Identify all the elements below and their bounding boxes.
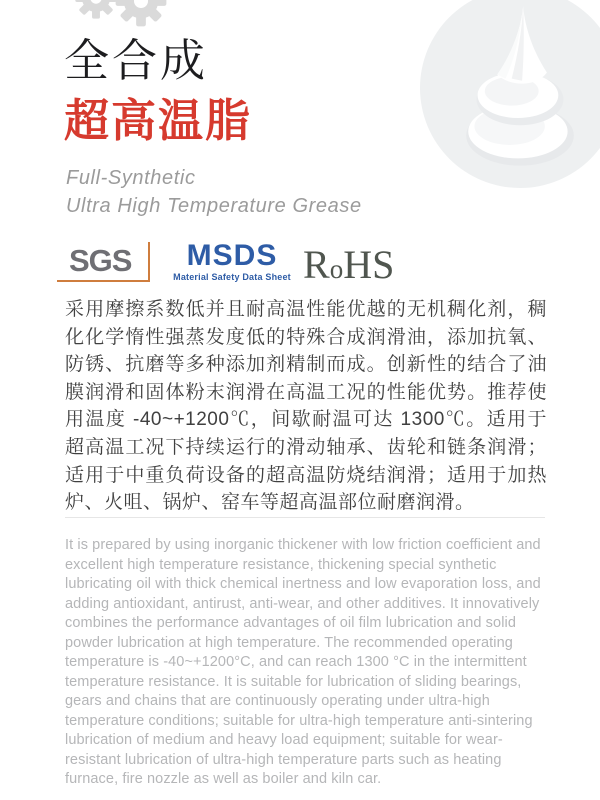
- gear-icon: [114, 0, 168, 28]
- section-divider: [65, 517, 545, 518]
- page-title-cn-line1: 全合成: [64, 35, 209, 86]
- gear-icon: [74, 0, 118, 20]
- sgs-logo-underline: [57, 280, 150, 282]
- rohs-logo-text-hs: HS: [343, 242, 395, 287]
- rohs-logo: [303, 241, 403, 287]
- description-english: It is prepared by using inorganic thickener with low friction coefficient and excellent high temperature resistance, thickening special synthetic lubricating oil with thick chemical inertness and low evaporation loss, and adding antioxidant, antirust, anti-wear, and other additives. It innovatively combines the performance advantages of oil film lubrication and solid powder lubrication at high temperature. The recommended operating temperature is -40~+1200°C, and can reach 1300 °C in the intermittent temperature resistance. It is suitable for lubrication of sliding bearings, gears and chains that are continuously operating under ultra-high temperature conditions; suitable for ultra-high temperature anti-sintering lubrication of medium and heavy load equipment; suitable for wear-resistant lubrication of ultra-high temperature parts such as heating furnace, fire nozzle as well as boiler and kiln car.: [65, 537, 541, 787]
- sgs-logo-text: SGS: [69, 243, 132, 278]
- msds-logo-text: MSDS: [186, 239, 278, 272]
- description-chinese: 采用摩擦系数低并且耐高温性能优越的无机稠化剂，稠化化学惰性强蒸发度低的特殊合成润滑油，添加抗氧、防锈、抗磨等多种添加剂精制而成。创新性的结合了油膜润滑和固体粉末润滑在高温工况的性能优势。推荐使用温度 -40~+1200℃，间歇耐温可达 1300℃。适用于超高温工况下持续运行的滑动轴承、齿轮和链条润滑；适用于中重负荷设备的超高温防烧结润滑；适用于加热炉、火咀、锅炉、窑车等超高温部位耐磨润滑。: [65, 299, 547, 514]
- msds-logo: [169, 241, 295, 283]
- rohs-logo-text-r: R: [303, 242, 330, 287]
- grease-swirl-photo: [442, 0, 598, 176]
- subtitle-line2: Ultra High Temperature Grease: [66, 195, 362, 217]
- rohs-logo-text-o: o: [329, 254, 344, 284]
- sgs-logo-sideline: [148, 242, 150, 282]
- subtitle-block: [66, 164, 362, 220]
- msds-logo-subtext: Material Safety Data Sheet: [173, 272, 291, 282]
- title-block: [64, 34, 252, 148]
- page-title-cn-line2: 超高温脂: [64, 95, 253, 146]
- subtitle-line1: Full-Synthetic: [66, 167, 196, 189]
- product-photo-circle: [420, 0, 600, 188]
- sgs-logo: [57, 241, 152, 283]
